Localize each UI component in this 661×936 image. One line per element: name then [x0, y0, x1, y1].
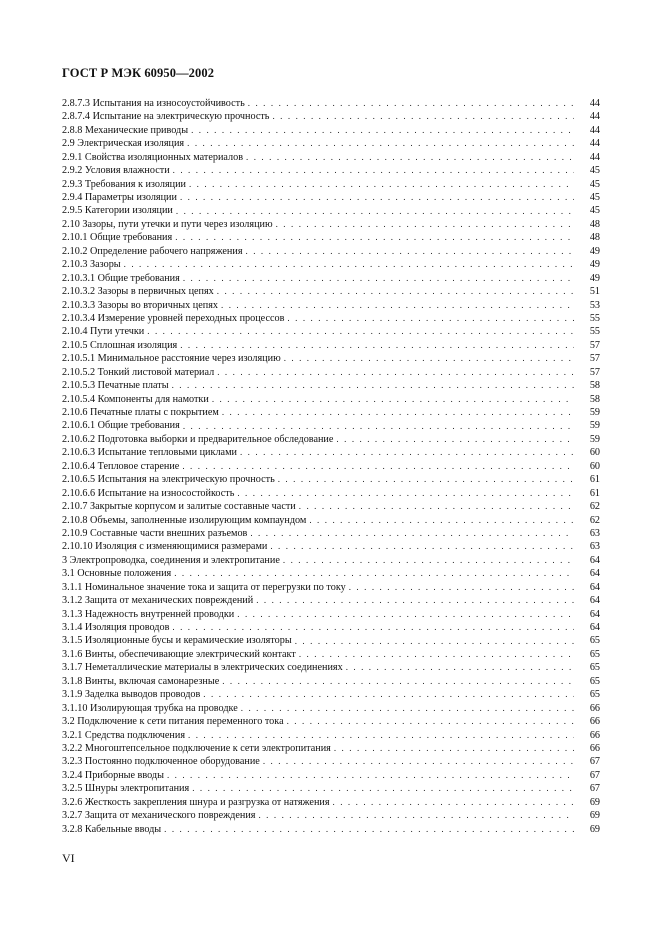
toc-entry [62, 460, 600, 473]
toc-entry-title: 2.9.5 Категории изоляции [62, 205, 173, 217]
toc-dot-leader [212, 393, 574, 406]
toc-entry-title: 3.1.10 Изолирующая трубка на проводке [62, 702, 238, 714]
toc-dot-leader [250, 527, 574, 540]
toc-dot-leader [299, 648, 574, 661]
toc-entry-title: 3.1.9 Заделка выводов проводов [62, 689, 201, 701]
toc-dot-leader [183, 420, 574, 433]
toc-dot-leader [241, 702, 574, 715]
toc-entry-page: 44 [589, 97, 600, 109]
toc-entry [62, 97, 600, 110]
toc-entry-title: 2.8.7.3 Испытания на износоустойчивость [62, 97, 245, 109]
toc-entry-page: 66 [589, 729, 600, 741]
toc-entry-title: 2.10.5.4 Компоненты для намотки [62, 393, 209, 405]
toc-dot-leader [172, 621, 574, 634]
toc-entry-page: 67 [589, 783, 600, 795]
toc-dot-leader [287, 715, 574, 728]
toc-dot-leader [189, 178, 574, 191]
toc-entry-page: 44 [589, 124, 600, 136]
toc-entry [62, 352, 600, 365]
toc-entry-title: 2.10.6.2 Подготовка выборки и предварительное обследование [62, 433, 334, 445]
toc-dot-leader [147, 325, 574, 338]
toc-dot-leader [175, 231, 574, 244]
toc-dot-leader [278, 473, 574, 486]
toc-entry [62, 567, 600, 580]
toc-dot-leader [246, 151, 574, 164]
toc-entry-title: 2.9.1 Свойства изоляционных материалов [62, 151, 244, 163]
toc-entry-page: 64 [589, 568, 600, 580]
toc-entry-page: 60 [589, 447, 600, 459]
toc-entry-title: 3.2.3 Постоянно подключенное оборудование [62, 756, 260, 768]
toc-entry-title: 2.10.1 Общие требования [62, 232, 173, 244]
toc-entry-title: 2.10.8 Объемы, заполненные изолирующим компаундом [62, 514, 307, 526]
toc-entry-title: 2.10.5.2 Тонкий листовой материал [62, 366, 215, 378]
toc-entry-page: 44 [589, 111, 600, 123]
toc-entry [62, 379, 600, 392]
toc-entry-title: 3.1.4 Изоляция проводов [62, 622, 170, 634]
toc-dot-leader [240, 446, 574, 459]
toc-dot-leader [333, 796, 574, 809]
toc-entry-title: 2.10.3.2 Зазоры в первичных цепях [62, 286, 214, 298]
toc-entry [62, 178, 600, 191]
toc-entry-title: 2.10 Зазоры, пути утечки и пути через изоляцию [62, 218, 273, 230]
toc-dot-leader [256, 594, 574, 607]
toc-entry [62, 527, 600, 540]
toc-entry-title: 2.9.3 Требования к изоляции [62, 178, 186, 190]
toc-dot-leader [287, 312, 574, 325]
toc-entry-page: 49 [589, 259, 600, 271]
toc-dot-leader [346, 661, 574, 674]
toc-entry [62, 312, 600, 325]
toc-entry-page: 66 [589, 716, 600, 728]
toc-dot-leader [246, 245, 574, 258]
toc-entry [62, 231, 600, 244]
toc-entry-page: 65 [589, 648, 600, 660]
toc-entry [62, 715, 600, 728]
toc-entry-page: 57 [589, 353, 600, 365]
toc-dot-leader [222, 675, 574, 688]
toc-entry [62, 782, 600, 795]
toc-entry-title: 2.10.3.4 Измерение уровней переходных процессов [62, 312, 285, 324]
toc-entry-title: 2.10.7 Закрытые корпусом и залитые составные части [62, 501, 296, 513]
toc-entry [62, 420, 600, 433]
toc-entry-title: 3.2.2 Многоштепсельное подключение к сети электропитания [62, 742, 331, 754]
toc-entry-page: 48 [589, 218, 600, 230]
toc-entry-title: 2.10.9 Составные части внешних разъемов [62, 527, 248, 539]
toc-entry [62, 446, 600, 459]
toc-entry-page: 64 [589, 581, 600, 593]
toc-entry-page: 69 [589, 796, 600, 808]
toc-dot-leader [173, 164, 574, 177]
toc-entry [62, 487, 600, 500]
toc-entry-page: 44 [589, 138, 600, 150]
toc-dot-leader [237, 608, 574, 621]
toc-entry-title: 2.10.4 Пути утечки [62, 326, 145, 338]
toc-entry [62, 581, 600, 594]
toc-dot-leader [187, 137, 574, 150]
toc-entry-page: 64 [589, 554, 600, 566]
toc-dot-leader [180, 339, 574, 352]
toc-entry-title: 2.9.4 Параметры изоляции [62, 192, 177, 204]
toc-entry-title: 3.1.5 Изоляционные бусы и керамические изоляторы [62, 635, 292, 647]
toc-entry [62, 245, 600, 258]
toc-entry [62, 272, 600, 285]
toc-entry-title: 2.10.5 Сплошная изоляция [62, 339, 178, 351]
toc-entry [62, 151, 600, 164]
toc-entry-page: 59 [589, 420, 600, 432]
toc-dot-leader [349, 581, 574, 594]
toc-entry [62, 406, 600, 419]
toc-entry-page: 67 [589, 769, 600, 781]
toc-entry [62, 325, 600, 338]
toc-entry-page: 66 [589, 702, 600, 714]
toc-entry-page: 60 [589, 460, 600, 472]
toc-entry-title: 2.10.2 Определение рабочего напряжения [62, 245, 243, 257]
toc-entry [62, 635, 600, 648]
toc-entry [62, 366, 600, 379]
toc-entry-page: 51 [589, 286, 600, 298]
toc-dot-leader [183, 272, 574, 285]
toc-entry-title: 2.10.3.3 Зазоры во вторичных цепях [62, 299, 218, 311]
toc-dot-leader [217, 285, 574, 298]
toc-dot-leader [284, 352, 574, 365]
toc-entry [62, 258, 600, 271]
toc-entry-title: 2.8.7.4 Испытание на электрическую прочность [62, 111, 270, 123]
toc-entry [62, 191, 600, 204]
toc-entry-title: 2.10.6.6 Испытание на износостойкость [62, 487, 235, 499]
toc-dot-leader [270, 540, 574, 553]
toc-entry-page: 59 [589, 407, 600, 419]
toc-entry [62, 339, 600, 352]
toc-entry-page: 61 [589, 487, 600, 499]
toc-entry-title: 3.1.6 Винты, обеспечивающие электрический контакт [62, 648, 296, 660]
document-header-title: ГОСТ Р МЭК 60950—2002 [62, 66, 215, 80]
toc-dot-leader [124, 258, 574, 271]
toc-dot-leader [295, 635, 574, 648]
toc-entry-title: 2.10.6 Печатные платы с покрытием [62, 407, 219, 419]
toc-entry-page: 57 [589, 366, 600, 378]
toc-entry-title: 3.2.7 Защита от механического повреждения [62, 810, 256, 822]
toc-dot-leader [263, 755, 574, 768]
toc-dot-leader [203, 688, 574, 701]
toc-entry [62, 742, 600, 755]
table-of-contents [62, 97, 600, 836]
toc-entry-page: 64 [589, 622, 600, 634]
toc-entry-title: 2.9.2 Условия влажности [62, 165, 170, 177]
toc-entry [62, 124, 600, 137]
toc-entry-page: 65 [589, 689, 600, 701]
toc-entry [62, 554, 600, 567]
toc-entry-page: 45 [589, 178, 600, 190]
toc-entry-page: 65 [589, 635, 600, 647]
toc-entry [62, 473, 600, 486]
toc-entry-page: 67 [589, 756, 600, 768]
toc-dot-leader [258, 809, 574, 822]
toc-entry-page: 45 [589, 205, 600, 217]
toc-entry-title: 3.1 Основные положения [62, 568, 172, 580]
toc-entry-title: 2.10.3 Зазоры [62, 259, 121, 271]
toc-entry-title: 3.1.2 Защита от механических повреждений [62, 595, 254, 607]
toc-entry [62, 594, 600, 607]
toc-dot-leader [222, 406, 574, 419]
toc-entry-title: 3.1.1 Номинальное значение тока и защита от перегрузки по току [62, 581, 346, 593]
toc-entry-page: 58 [589, 393, 600, 405]
toc-dot-leader [174, 567, 574, 580]
page-number: VI [62, 851, 75, 865]
toc-entry-page: 59 [589, 433, 600, 445]
toc-entry [62, 702, 600, 715]
toc-entry [62, 648, 600, 661]
toc-entry-title: 2.8.8 Механические приводы [62, 124, 189, 136]
toc-entry [62, 621, 600, 634]
toc-entry-page: 62 [589, 501, 600, 513]
toc-dot-leader [299, 500, 574, 513]
toc-entry-title: 3.2 Подключение к сети питания переменного тока [62, 716, 284, 728]
toc-dot-leader [164, 823, 574, 836]
toc-entry-title: 2.10.6.4 Тепловое старение [62, 460, 180, 472]
toc-entry-title: 2.10.5.3 Печатные платы [62, 380, 169, 392]
toc-entry [62, 514, 600, 527]
toc-entry-title: 2.9 Электрическая изоляция [62, 138, 185, 150]
toc-entry [62, 164, 600, 177]
toc-entry [62, 137, 600, 150]
toc-entry [62, 661, 600, 674]
toc-entry-page: 63 [589, 541, 600, 553]
toc-entry [62, 809, 600, 822]
toc-entry-title: 3.2.8 Кабельные вводы [62, 823, 162, 835]
toc-entry-page: 55 [589, 326, 600, 338]
toc-dot-leader [221, 299, 574, 312]
toc-entry-title: 2.10.6.1 Общие требования [62, 420, 180, 432]
toc-dot-leader [237, 487, 574, 500]
toc-entry-page: 49 [589, 272, 600, 284]
toc-entry [62, 796, 600, 809]
toc-entry-page: 63 [589, 527, 600, 539]
toc-entry-page: 64 [589, 595, 600, 607]
toc-dot-leader [176, 205, 574, 218]
toc-entry [62, 110, 600, 123]
toc-entry [62, 433, 600, 446]
toc-entry-page: 66 [589, 742, 600, 754]
toc-dot-leader [334, 742, 574, 755]
toc-entry [62, 675, 600, 688]
toc-dot-leader [272, 110, 574, 123]
toc-entry [62, 218, 600, 231]
toc-entry-page: 53 [589, 299, 600, 311]
toc-entry-page: 61 [589, 474, 600, 486]
toc-dot-leader [192, 782, 574, 795]
toc-dot-leader [172, 379, 574, 392]
toc-entry [62, 299, 600, 312]
toc-dot-leader [180, 191, 574, 204]
toc-dot-leader [248, 97, 574, 110]
toc-entry-title: 3.2.5 Шнуры электропитания [62, 783, 190, 795]
toc-entry [62, 769, 600, 782]
toc-dot-leader [191, 124, 574, 137]
toc-entry-title: 3.2.1 Средства подключения [62, 729, 186, 741]
toc-entry-page: 65 [589, 662, 600, 674]
toc-entry [62, 540, 600, 553]
toc-entry-title: 2.10.5.1 Минимальное расстояние через изоляцию [62, 353, 281, 365]
toc-dot-leader [167, 769, 574, 782]
toc-dot-leader [309, 514, 574, 527]
toc-entry-page: 49 [589, 245, 600, 257]
toc-entry-page: 64 [589, 608, 600, 620]
toc-entry [62, 285, 600, 298]
toc-entry-title: 2.10.6.5 Испытания на электрическую прочность [62, 474, 275, 486]
toc-dot-leader [188, 729, 574, 742]
toc-entry [62, 205, 600, 218]
toc-entry-title: 2.10.10 Изоляция с изменяющимися размерами [62, 541, 268, 553]
toc-entry-title: 3 Электропроводка, соединения и электропитание [62, 554, 280, 566]
toc-dot-leader [182, 460, 574, 473]
toc-entry-page: 62 [589, 514, 600, 526]
toc-entry-title: 3.2.6 Жесткость закрепления шнура и разгрузка от натяжения [62, 796, 330, 808]
toc-dot-leader [217, 366, 574, 379]
toc-entry-title: 3.2.4 Приборные вводы [62, 769, 164, 781]
toc-entry-title: 2.10.6.3 Испытание тепловыми циклами [62, 447, 237, 459]
toc-entry [62, 823, 600, 836]
toc-entry-page: 55 [589, 312, 600, 324]
toc-entry-page: 69 [589, 823, 600, 835]
toc-entry-title: 3.1.3 Надежность внутренней проводки [62, 608, 235, 620]
toc-entry-title: 3.1.7 Неметаллические материалы в электрических соединениях [62, 662, 343, 674]
toc-entry-page: 45 [589, 165, 600, 177]
toc-entry-title: 3.1.8 Винты, включая самонарезные [62, 675, 220, 687]
toc-entry-page: 69 [589, 810, 600, 822]
toc-entry [62, 608, 600, 621]
toc-entry-page: 45 [589, 192, 600, 204]
toc-entry [62, 755, 600, 768]
toc-dot-leader [336, 433, 574, 446]
toc-dot-leader [276, 218, 574, 231]
toc-entry-page: 57 [589, 339, 600, 351]
toc-entry-page: 58 [589, 380, 600, 392]
toc-entry-title: 2.10.3.1 Общие требования [62, 272, 180, 284]
toc-entry-page: 65 [589, 675, 600, 687]
toc-entry-page: 48 [589, 232, 600, 244]
toc-entry-page: 44 [589, 151, 600, 163]
toc-entry [62, 729, 600, 742]
toc-entry [62, 500, 600, 513]
toc-entry [62, 688, 600, 701]
toc-entry [62, 393, 600, 406]
toc-dot-leader [283, 554, 574, 567]
